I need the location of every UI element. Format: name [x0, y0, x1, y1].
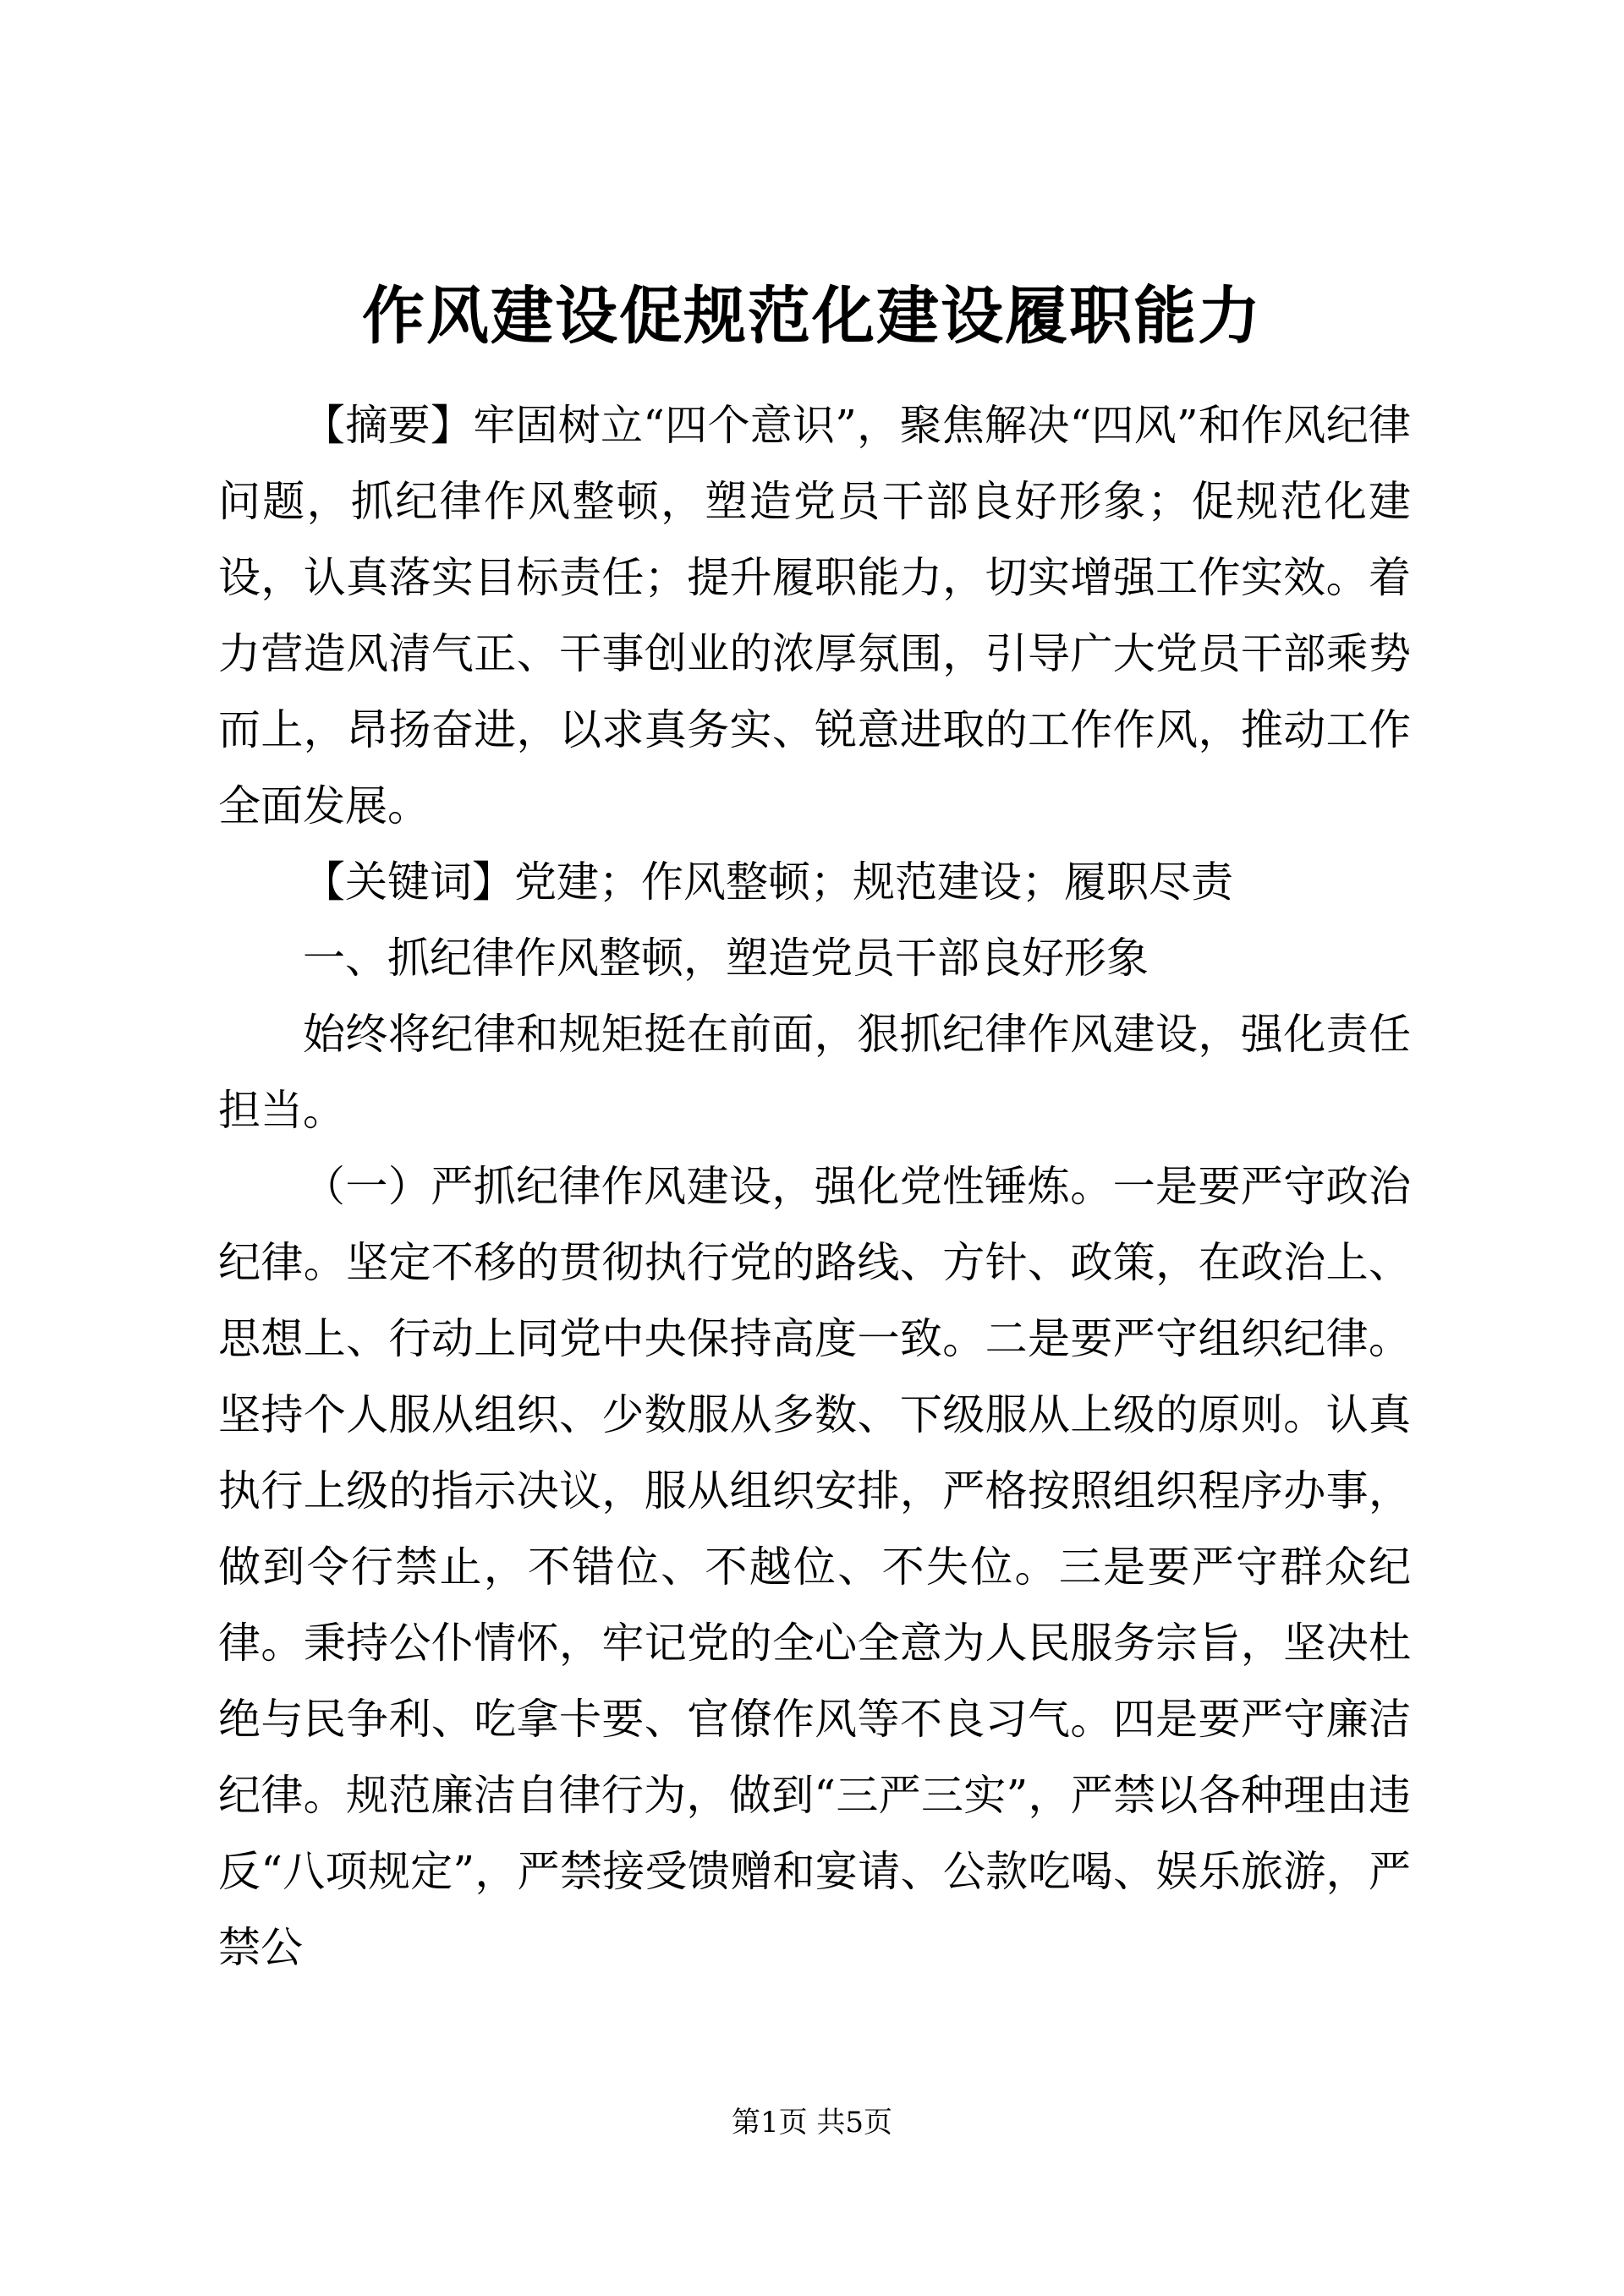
section-heading-text: 一、抓纪律作风整顿，塑造党员干部良好形象	[303, 934, 1149, 983]
abstract-text: 牢固树立“四个意识”，聚焦解决“四风”和作风纪律问题，抓纪律作风整顿，塑造党员干部良好形象；促规范化建设，认真落实目标责任；提升履职能力，切实增强工作实效。着力营造风清气正、干事创业的浓厚氛围，引导广大党员干部乘势而上，昂扬奋进，以求真务实、锐意进取的工作作风，推动工作全面发展。	[218, 401, 1412, 830]
abstract-label: 【摘要】	[303, 401, 474, 450]
footer-page-number: 1	[760, 2106, 779, 2140]
keywords-paragraph	[218, 844, 1411, 920]
keywords-label: 【关键词】	[303, 858, 514, 907]
footer-suffix: 页	[864, 2106, 893, 2140]
abstract-paragraph	[218, 387, 1411, 844]
document-body	[218, 387, 1411, 1986]
intro-paragraph	[218, 996, 1411, 1148]
footer-mid: 页 共	[778, 2106, 846, 2140]
subsection-text: （一）严抓纪律作风建设，强化党性锤炼。一是要严守政治纪律。坚定不移的贯彻执行党的路线、方针、政策，在政治上、思想上、行动上同党中央保持高度一致。二是要严守组织纪律。坚持个人服从组织、少数服从多数、下级服从上级的原则。认真执行上级的指示决议，服从组织安排，严格按照组织程序办事，做到令行禁止，不错位、不越位、不失位。三是要严守群众纪律。秉持公仆情怀，牢记党的全心全意为人民服务宗旨，坚决杜绝与民争利、吃拿卡要、官僚作风等不良习气。四是要严守廉洁纪律。规范廉洁自律行为，做到“三严三实”，严禁以各种理由违反“八项规定”，严禁接受馈赠和宴请、公款吃喝、娱乐旅游，严禁公	[218, 1162, 1411, 1972]
subsection-paragraph	[218, 1148, 1411, 1986]
footer-total-pages: 5	[845, 2106, 864, 2140]
footer-prefix: 第	[731, 2106, 760, 2140]
intro-text: 始终将纪律和规矩挺在前面，狠抓纪律作风建设，强化责任担当。	[218, 1010, 1411, 1135]
page-footer	[0, 2106, 1624, 2140]
section-heading	[218, 920, 1411, 996]
page-title: 作风建设促规范化建设履职能力	[362, 280, 1262, 353]
keywords-text: 党建；作风整顿；规范建设；履职尽责	[514, 858, 1233, 907]
